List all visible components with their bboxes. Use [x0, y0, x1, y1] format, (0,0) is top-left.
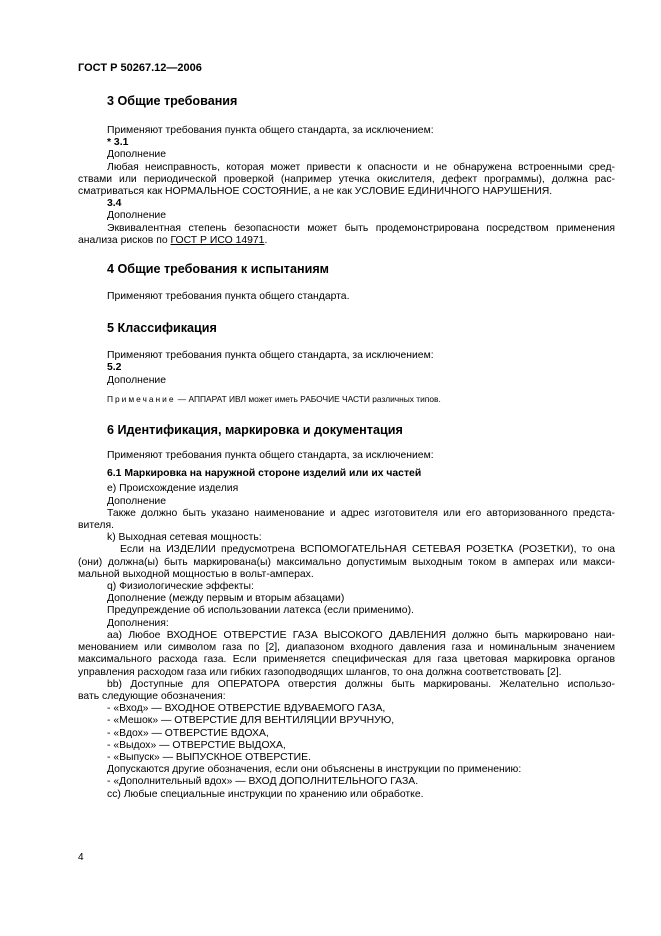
clause-5-2-label: Дополнение	[107, 374, 167, 386]
item-aa-text-2: менованием или символом газа по [2], диапазоном входного давления газа и номинальным значением	[78, 642, 615, 654]
list-item: - «Мешок» — ОТВЕРСТИЕ ДЛЯ ВЕНТИЛЯЦИИ ВРУЧНУЮ,	[107, 715, 395, 727]
gost-iso-14971-link[interactable]: ГОСТ Р ИСО 14971	[170, 234, 265, 246]
item-aa-text-1: аа) Любое ВХОДНОЕ ОТВЕРСТИЕ ГАЗА ВЫСОКОГО ДАВЛЕНИЯ должно быть маркировано наи-	[107, 629, 615, 641]
item-aa-text-4: управления расходом газа или гибких газоподводящих шлангов, то она должна соответствовать [2].	[78, 666, 562, 678]
document-header: ГОСТ Р 50267.12—2006	[78, 62, 202, 74]
clause-3-1-text-2: ствами или периодической проверкой (например утечка окислителя, дефект программы), должна рас-	[78, 173, 615, 185]
note-label: Примечание	[107, 393, 176, 404]
list-item: - «Выпуск» — ВЫПУСКНОЕ ОТВЕРСТИЕ.	[107, 751, 311, 763]
item-k: k) Выходная сетевая мощность:	[107, 532, 262, 544]
clause-5-2: 5.2	[107, 362, 122, 374]
item-bb-text-2: вать следующие обозначения:	[78, 690, 226, 702]
item-cc: cc) Любые специальные инструкции по хранению или обработке.	[107, 788, 424, 800]
clause-3-1: * 3.1	[107, 137, 129, 149]
item-q-text-1: Дополнение (между первым и вторым абзацами)	[107, 593, 345, 605]
section-5-intro: Применяют требования пункта общего стандарта, за исключением:	[107, 350, 434, 362]
item-k-text-2: (они) должна(ы) быть маркирована(ы) максимально допустимым выходным током в амперах или макси-	[78, 556, 615, 568]
section-3-intro: Применяют требования пункта общего стандарта, за исключением:	[107, 125, 434, 136]
item-k-text-3: мальной выходной мощностью в вольт-амперах.	[78, 568, 314, 580]
item-e: е) Происхождение изделия	[107, 483, 239, 495]
list-item: - «Вдох» — ОТВЕРСТИЕ ВДОХА,	[107, 727, 269, 739]
clause-3-4-text-1: Эквивалентная степень безопасности может быть продемонстрирована посредством применения	[107, 222, 615, 234]
section-4-title: 4 Общие требования к испытаниям	[107, 262, 329, 277]
section-4-text: Применяют требования пункта общего стандарта.	[107, 291, 350, 303]
item-q: q) Физиологические эффекты:	[107, 581, 254, 593]
list-item: - «Выдох» — ОТВЕРСТИЕ ВЫДОХА,	[107, 739, 286, 751]
section-3-title: 3 Общие требования	[107, 94, 238, 108]
item-bb-other: Допускаются другие обозначения, если они объяснены в инструкции по применению:	[107, 764, 522, 776]
clause-3-4: 3.4	[107, 198, 122, 210]
item-e-label: Дополнение	[107, 495, 167, 507]
page-number: 4	[78, 852, 84, 863]
note-5-2	[107, 393, 615, 405]
clause-3-1-label: Дополнение	[107, 149, 167, 161]
page-content	[78, 94, 615, 801]
section-6-title: 6 Идентификация, маркировка и документация	[107, 423, 403, 438]
clause-6-1: 6.1 Маркировка на наружной стороне изделий или их частей	[107, 468, 422, 480]
item-aa-text-3: максимального расхода газа. Если применяется специфическая для газа цветовая маркировка органов	[78, 654, 615, 666]
item-e-text-1: Также должно быть указано наименование и адрес изготовителя или его авторизованного предста-	[107, 507, 615, 519]
list-item-extra: - «Дополнительный вдох» — ВХОД ДОПОЛНИТЕЛЬНОГО ГАЗА.	[107, 776, 419, 788]
item-bb-text-1: bb) Доступные для ОПЕРАТОРА отверстия должны быть маркированы. Желательно использо-	[107, 678, 615, 690]
clause-3-1-text-1: Любая неисправность, которая может привести к опасности и не обнаружена встроенными сред-	[107, 161, 615, 173]
clause-3-4-text-2	[78, 235, 615, 247]
item-k-text-1: Если на ИЗДЕЛИИ предусмотрена ВСПОМОГАТЕЛЬНАЯ СЕТЕВАЯ РОЗЕТКА (РОЗЕТКИ), то она	[120, 544, 615, 556]
note-text: — АППАРАТ ИВЛ может иметь РАБОЧИЕ ЧАСТИ различных типов.	[175, 393, 441, 404]
list-item: - «Вход» — ВХОДНОЕ ОТВЕРСТИЕ ВДУВАЕМОГО ГАЗА,	[107, 703, 386, 715]
item-q-text-3: Дополнения:	[107, 617, 169, 629]
section-5-title: 5 Классификация	[107, 321, 217, 336]
section-6-intro: Применяют требования пункта общего стандарта, за исключением:	[107, 450, 434, 462]
clause-3-4-label: Дополнение	[107, 210, 167, 222]
clause-3-1-text-3: сматриваться как НОРМАЛЬНОЕ СОСТОЯНИЕ, а не как УСЛОВИЕ ЕДИНИЧНОГО НАРУШЕНИЯ.	[78, 186, 553, 198]
item-e-text-2: вителя.	[78, 520, 114, 532]
item-q-text-2: Предупреждение об использовании латекса (если применимо).	[107, 605, 414, 617]
clause-3-4-text-2a: анализа рисков по	[78, 234, 171, 246]
clause-3-4-text-2b: .	[264, 234, 268, 246]
